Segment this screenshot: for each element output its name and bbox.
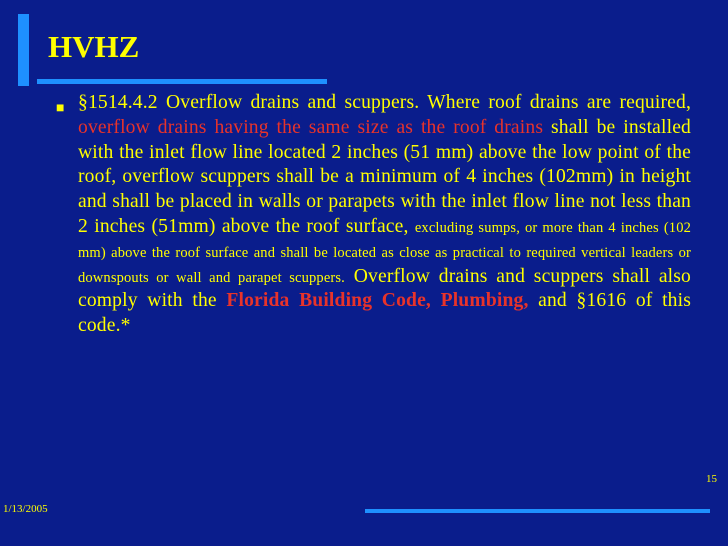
body-text-small: excluding sumps, or more than 4 inches (102 mm) above the roof surface and shall be located as close as practical to required vertical leaders or downspouts or wall and parapet scuppers. — [78, 219, 691, 286]
body-text-intro: §1514.4.2 Overflow drains and scuppers. Where roof drains are required, — [78, 92, 691, 113]
footer-date: 1/13/2005 — [3, 503, 48, 515]
bullet-body-text — [78, 91, 691, 339]
footer-rule — [365, 509, 710, 513]
bullet-icon: ■ — [56, 101, 65, 116]
title-accent-bar — [18, 14, 29, 86]
body-text-main: shall be installed with the inlet flow line located 2 inches (51 mm) above the low point of the roof, overflow scuppers shall be a minimum of 4 inches (102mm) in height and shall be placed in walls or parapets with the inlet flow line not less than 2 inches (51mm) above the roof surface, — [78, 116, 691, 237]
body-text-compliance: Overflow drains and scuppers shall also comply with the — [78, 265, 691, 312]
body-text-code-reference: Florida Building Code, Plumbing, — [226, 290, 529, 312]
title-underline — [37, 79, 327, 84]
page-number: 15 — [706, 473, 717, 485]
slide-title: HVHZ — [48, 29, 140, 64]
body-text-end: and §1616 of this code.* — [78, 290, 692, 337]
body-text-highlight: overflow drains having the same size as the roof drains — [78, 116, 544, 138]
